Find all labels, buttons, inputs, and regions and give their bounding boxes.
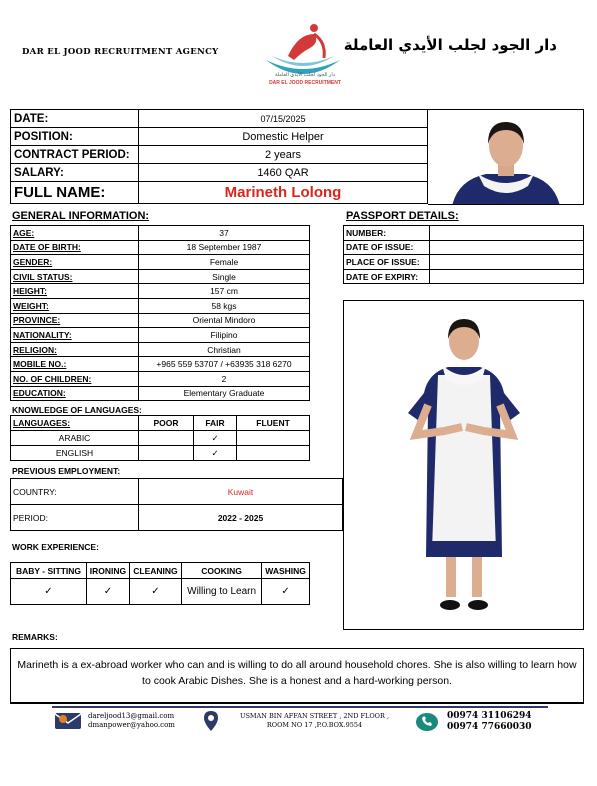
full-name-label: FULL NAME:	[11, 182, 139, 204]
position-label: POSITION:	[11, 128, 139, 146]
date-label: DATE:	[11, 110, 139, 128]
location-pin-icon	[203, 710, 219, 732]
phone-primary: 00974 31106294	[447, 711, 532, 721]
phone-icon	[415, 712, 439, 732]
check-icon: ✓	[129, 579, 181, 605]
email-primary: dareljood13@gmail.com	[88, 712, 175, 720]
salary-label: SALARY:	[11, 164, 139, 182]
full-name-value: Marineth Lolong	[139, 182, 428, 204]
check-icon: ✓	[193, 431, 236, 446]
languages-table: LANGUAGES: POOR FAIR FLUENT ARABIC ✓ ENGLISH ✓	[10, 415, 310, 461]
position-value: Domestic Helper	[139, 128, 428, 146]
table-row: DATE OF BIRTH: 18 September 1987	[11, 240, 310, 255]
work-experience-table: BABY - SITTING IRONING CLEANING COOKING WASHING ✓ ✓ ✓ Willing to Learn ✓	[10, 562, 310, 605]
table-row: PROVINCE: Oriental Mindoro	[11, 313, 310, 328]
table-row: WEIGHT: 58 kgs	[11, 298, 310, 313]
passport-table	[343, 225, 584, 284]
remarks-title: REMARKS:	[12, 632, 58, 642]
check-icon: ✓	[193, 446, 236, 461]
headshot-photo	[428, 109, 584, 205]
logo-caption-en: DAR EL JOOD RECRUITMENT	[269, 80, 341, 86]
footer-phones	[447, 711, 532, 733]
check-icon: ✓	[11, 579, 87, 605]
previous-country: Kuwait	[139, 479, 343, 505]
cooking-status: Willing to Learn	[181, 579, 261, 605]
table-row: NO. OF CHILDREN: 2	[11, 371, 310, 386]
table-row: ENGLISH ✓	[11, 446, 310, 461]
work-experience-title: WORK EXPERIENCE:	[12, 542, 99, 552]
table-row: EDUCATION: Elementary Graduate	[11, 386, 310, 401]
previous-employment-table: COUNTRY: Kuwait PERIOD: 2022 - 2025	[10, 478, 343, 531]
contract-value: 2 years	[139, 146, 428, 164]
check-icon: ✓	[87, 579, 130, 605]
contract-label: CONTRACT PERIOD:	[11, 146, 139, 164]
table-row: CIVIL STATUS: Single	[11, 269, 310, 284]
table-row: PLACE OF ISSUE:	[344, 255, 584, 270]
passport-details-title: PASSPORT DETAILS:	[346, 210, 459, 222]
full-body-photo	[343, 300, 584, 630]
table-row: NUMBER:	[344, 226, 584, 241]
email-secondary: dmanpower@yahoo.com	[88, 721, 175, 729]
table-row: RELIGION: Christian	[11, 342, 310, 357]
footer-address: USMAN BIN AFFAN STREET , 2ND FLOOR , ROOM NO 17 ,P.O.BOX.9554	[239, 712, 390, 729]
table-row: HEIGHT: 157 cm	[11, 284, 310, 299]
previous-period: 2022 - 2025	[139, 505, 343, 531]
remarks-text: Marineth is a ex-abroad worker who can and is willing to do all around household chores. She is also willing to learn how to cook Arabic Dishes. She is a honest and a hard-working person.	[10, 648, 584, 704]
table-row: NATIONALITY: Filipino	[11, 328, 310, 343]
table-row: AGE: 37	[11, 226, 310, 241]
languages-title: KNOWLEDGE OF LANGUAGES:	[12, 405, 142, 415]
table-row: ARABIC ✓	[11, 431, 310, 446]
general-info-title: GENERAL INFORMATION:	[12, 210, 150, 222]
table-row: DATE OF EXPIRY:	[344, 269, 584, 284]
table-row: DATE OF ISSUE:	[344, 240, 584, 255]
salary-value: 1460 QAR	[139, 164, 428, 182]
general-info-table	[10, 225, 310, 401]
table-row: GENDER: Female	[11, 255, 310, 270]
date-value: 07/15/2025	[139, 110, 428, 128]
phone-secondary: 00974 77660030	[447, 722, 532, 732]
agency-name-en: DAR EL JOOD RECRUITMENT AGENCY	[22, 47, 219, 57]
previous-employment-title: PREVIOUS EMPLOYMENT:	[12, 466, 121, 476]
footer-emails	[88, 712, 175, 730]
footer-divider	[52, 706, 548, 708]
agency-name-ar: دار الجود لجلب الأيدي العاملة	[343, 36, 557, 54]
mail-icon	[54, 712, 82, 730]
table-row: MOBILE NO.: +965 559 53707 / +63935 318 6270	[11, 357, 310, 372]
logo-caption-ar: دار الجود لجلب الأيدي العاملة	[275, 72, 335, 78]
job-summary-table	[10, 109, 428, 204]
check-icon: ✓	[262, 579, 310, 605]
